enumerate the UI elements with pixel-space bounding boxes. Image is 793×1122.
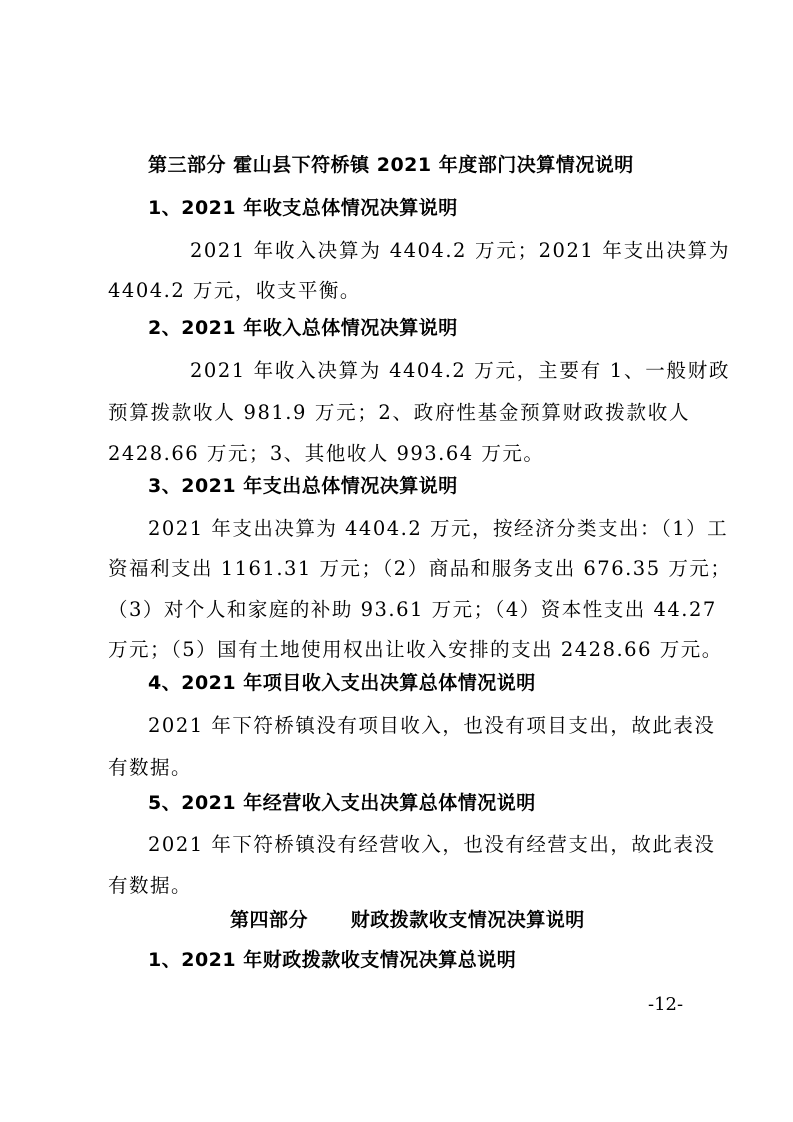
section1-paragraph-line: 4404.2 万元，收支平衡。: [108, 279, 361, 302]
part4-title: 第四部分 财政拨款收支情况决算说明: [230, 909, 585, 931]
section3-heading: 3、2021 年支出总体情况决算说明: [148, 475, 458, 497]
page-number: -12-: [648, 994, 684, 1015]
section4-heading: 4、2021 年项目收入支出决算总体情况说明: [148, 672, 536, 694]
section2-paragraph-line: 2021 年收入决算为 4404.2 万元，主要有 1、一般财政: [190, 359, 730, 382]
section2-heading: 2、2021 年收入总体情况决算说明: [148, 317, 458, 339]
section4-paragraph-line: 2021 年下符桥镇没有项目收入，也没有项目支出，故此表没: [148, 714, 716, 737]
section3-paragraph-line: （3）对个人和家庭的补助 93.61 万元；（4）资本性支出 44.27: [108, 598, 717, 621]
section5-heading: 5、2021 年经营收入支出决算总体情况说明: [148, 792, 536, 814]
section5-paragraph-line: 2021 年下符桥镇没有经营收入，也没有经营支出，故此表没: [148, 833, 716, 856]
section1-paragraph-line: 2021 年收入决算为 4404.2 万元；2021 年支出决算为: [190, 239, 730, 262]
section1-heading: 1、2021 年收支总体情况决算说明: [148, 197, 458, 219]
section2-paragraph-line: 2428.66 万元；3、其他收人 993.64 万元。: [108, 442, 545, 465]
section3-paragraph-line: 2021 年支出决算为 4404.2 万元，按经济分类支出：（1）工: [148, 517, 729, 540]
section5-paragraph-line: 有数据。: [108, 874, 193, 897]
part3-title: 第三部分 霍山县下符桥镇 2021 年度部门决算情况说明: [148, 154, 634, 176]
section3-paragraph-line: 万元；（5）国有土地使用权出让收入安排的支出 2428.66 万元。: [108, 638, 723, 661]
section4-paragraph-line: 有数据。: [108, 756, 193, 779]
section3-paragraph-line: 资福利支出 1161.31 万元；（2）商品和服务支出 676.35 万元；: [108, 557, 732, 580]
section2-paragraph-line: 预算拨款收人 981.9 万元；2、政府性基金预算财政拨款收人: [108, 401, 690, 424]
part4-section1-heading: 1、2021 年财政拨款收支情况决算总说明: [148, 949, 517, 971]
